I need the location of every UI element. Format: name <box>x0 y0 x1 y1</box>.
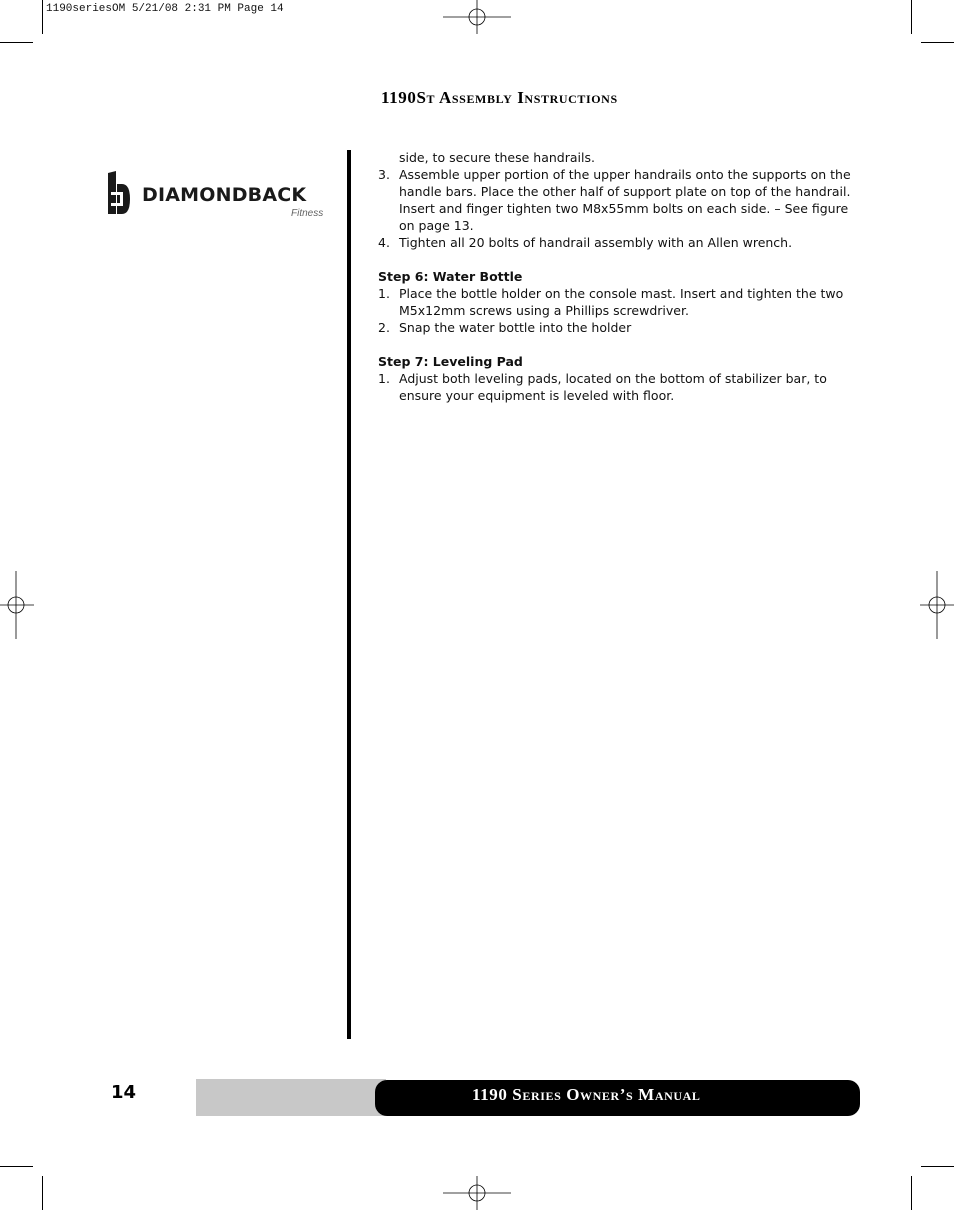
brand-logo <box>106 170 328 222</box>
page-title: 1190St Assembly Instructions <box>381 88 618 107</box>
continued-text: side, to secure these handrails. <box>399 150 595 165</box>
footer-bar <box>375 1080 860 1116</box>
instructions-column <box>378 149 858 404</box>
list-item: 3. Assemble upper portion of the upper handrails onto the supports on the handle bars. Place the other half of support plate on top of the handrail. Insert and finger tighten two M8x55mm bolts on each side. – See figure on page 13. <box>378 167 851 233</box>
registration-mark-top <box>443 0 513 34</box>
footer-gray-band <box>196 1079 386 1116</box>
registration-mark-right <box>920 571 954 639</box>
logo-subtitle: Fitness <box>291 208 324 219</box>
printer-slug: 1190seriesOM 5/21/08 2:31 PM Page 14 <box>46 3 284 15</box>
list-item: 1. Adjust both leveling pads, located on the bottom of stabilizer bar, to ensure your equipment is leveled with floor. <box>378 371 827 403</box>
db-monogram-icon <box>106 170 131 215</box>
manual-title: 1190 Series Owner’s Manual <box>472 1085 701 1104</box>
registration-mark-left <box>0 571 34 639</box>
list-item: 4. Tighten all 20 bolts of handrail assembly with an Allen wrench. <box>378 235 793 250</box>
step-heading-leveling-pad: Step 7: Leveling Pad <box>378 354 523 369</box>
column-divider <box>347 150 351 1039</box>
logo-wordmark: DIAMONDBACK <box>142 184 307 206</box>
step-heading-water-bottle: Step 6: Water Bottle <box>378 269 523 284</box>
list-item: 1. Place the bottle holder on the console mast. Insert and tighten the two M5x12mm screws using a Phillips screwdriver. <box>378 286 844 318</box>
list-item: 2. Snap the water bottle into the holder <box>378 320 632 335</box>
page-number: 14 <box>111 1082 137 1103</box>
registration-mark-bottom <box>443 1176 513 1210</box>
